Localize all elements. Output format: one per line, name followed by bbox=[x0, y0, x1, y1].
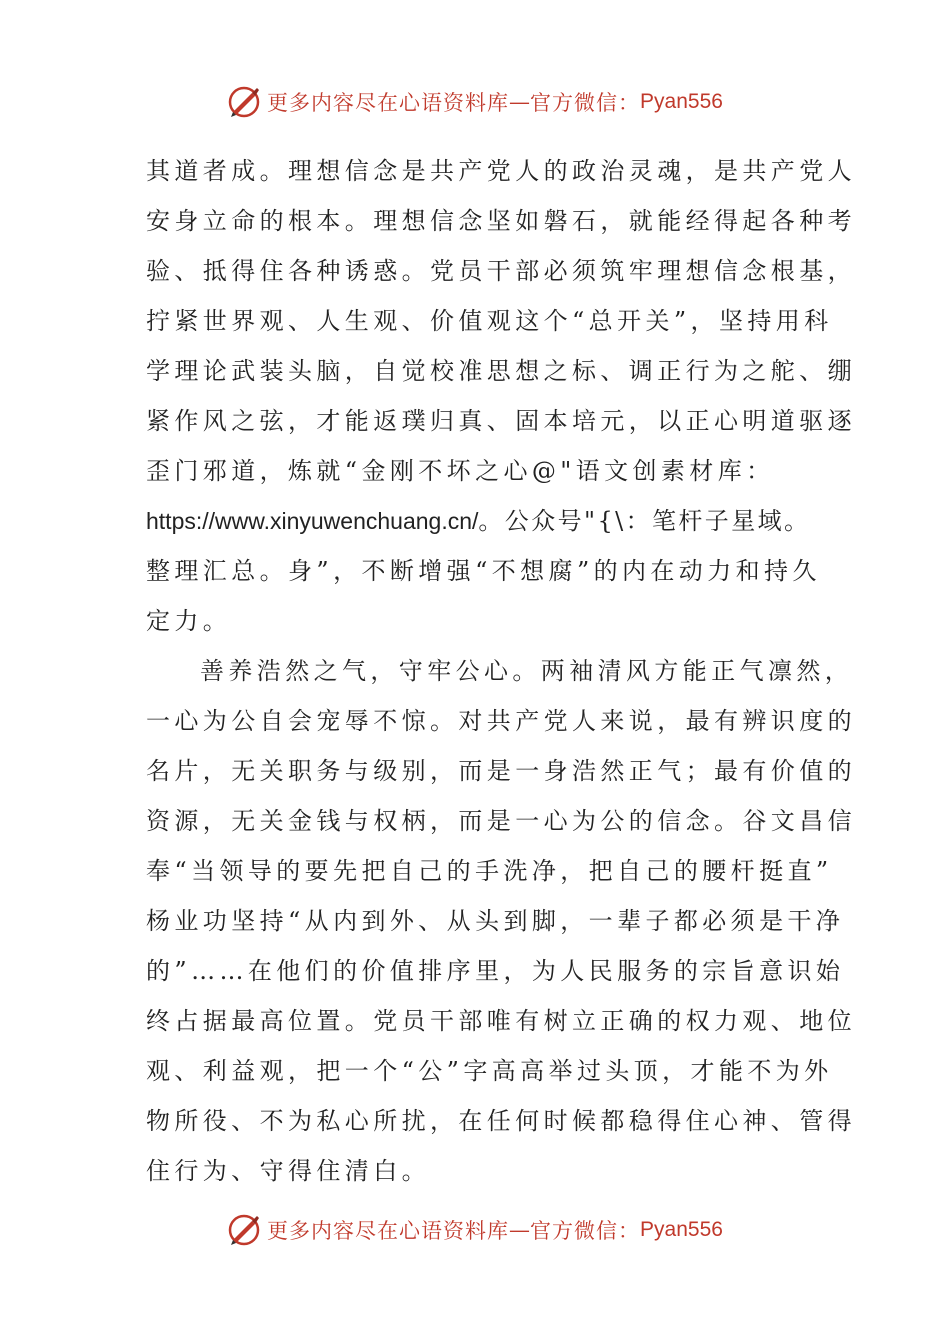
text-line: 观、利益观，把一个“公”字高高举过头顶，才能不为外 bbox=[146, 1057, 833, 1085]
text-line: 资源，无关金钱与权柄，而是一心为公的信念。谷文昌信 bbox=[146, 807, 856, 835]
banner-title: 更多内容尽在心语资料库 bbox=[267, 1219, 510, 1243]
document-body bbox=[146, 146, 856, 1196]
text-line: 物所役、不为私心所扰，在任何时候都稳得住心神、管得 bbox=[146, 1107, 856, 1135]
text-line: 定力。 bbox=[146, 607, 232, 635]
pen-logo-icon bbox=[227, 1213, 261, 1247]
text-line: 整理汇总。身”，不断增强“不想腐”的内在动力和持久 bbox=[146, 557, 821, 585]
text-line: 安身立命的根本。理想信念坚如磐石，就能经得起各种考 bbox=[146, 207, 856, 235]
banner-wechat-label: 官方微信： bbox=[530, 91, 641, 115]
text-line: 一心为公自会宠辱不惊。对共产党人来说，最有辨识度的 bbox=[146, 707, 856, 735]
pen-logo-icon bbox=[227, 85, 261, 119]
banner-title: 更多内容尽在心语资料库 bbox=[267, 91, 510, 115]
text-line: 验、抵得住各种诱惑。党员干部必须筑牢理想信念根基， bbox=[146, 257, 856, 285]
banner-wechat-id: Pyan556 bbox=[640, 90, 723, 113]
text-line: 紧作风之弦，才能返璞归真、固本培元，以正心明道驱逐 bbox=[146, 407, 856, 435]
banner-wechat-label: 官方微信： bbox=[530, 1219, 641, 1243]
url-text-line bbox=[146, 496, 816, 546]
source-url: https://www.xinyuwenchuang.cn/ bbox=[146, 508, 479, 534]
text-line: 名片，无关职务与级别，而是一身浩然正气；最有价值的 bbox=[146, 757, 856, 785]
banner-dash: — bbox=[509, 90, 531, 114]
text-line: 终占据最高位置。党员干部唯有树立正确的权力观、地位 bbox=[146, 1007, 856, 1035]
text-line: 拧紧世界观、人生观、价值观这个“总开关”，坚持用科 bbox=[146, 307, 833, 335]
text-line: 其道者成。理想信念是共产党人的政治灵魂，是共产党人 bbox=[146, 157, 856, 185]
text-line: 学理论武装头脑，自觉校准思想之标、调正行为之舵、绷 bbox=[146, 357, 856, 385]
text-line: 杨业功坚持“从内到外、从头到脚，一辈子都必须是干净 bbox=[146, 907, 845, 935]
header-banner bbox=[0, 82, 950, 122]
paragraph-start-line: 善养浩然之气，守牢公心。两袖清风方能正气凛然， bbox=[200, 657, 854, 685]
url-line-rest: 。公众号"{\：笔杆子星域。 bbox=[478, 507, 811, 535]
text-line: 住行为、守得住清白。 bbox=[146, 1157, 430, 1185]
banner-wechat-id: Pyan556 bbox=[640, 1218, 723, 1241]
footer-banner bbox=[0, 1210, 950, 1250]
text-line: 歪门邪道，炼就“金刚不坏之心@"语文创素材库： bbox=[146, 457, 775, 485]
text-line: 的”……在他们的价值排序里，为人民服务的宗旨意识始 bbox=[146, 957, 845, 985]
banner-dash: — bbox=[509, 1218, 531, 1242]
text-line: 奉“当领导的要先把自己的手洗净，把自己的腰杆挺直” bbox=[146, 857, 833, 885]
